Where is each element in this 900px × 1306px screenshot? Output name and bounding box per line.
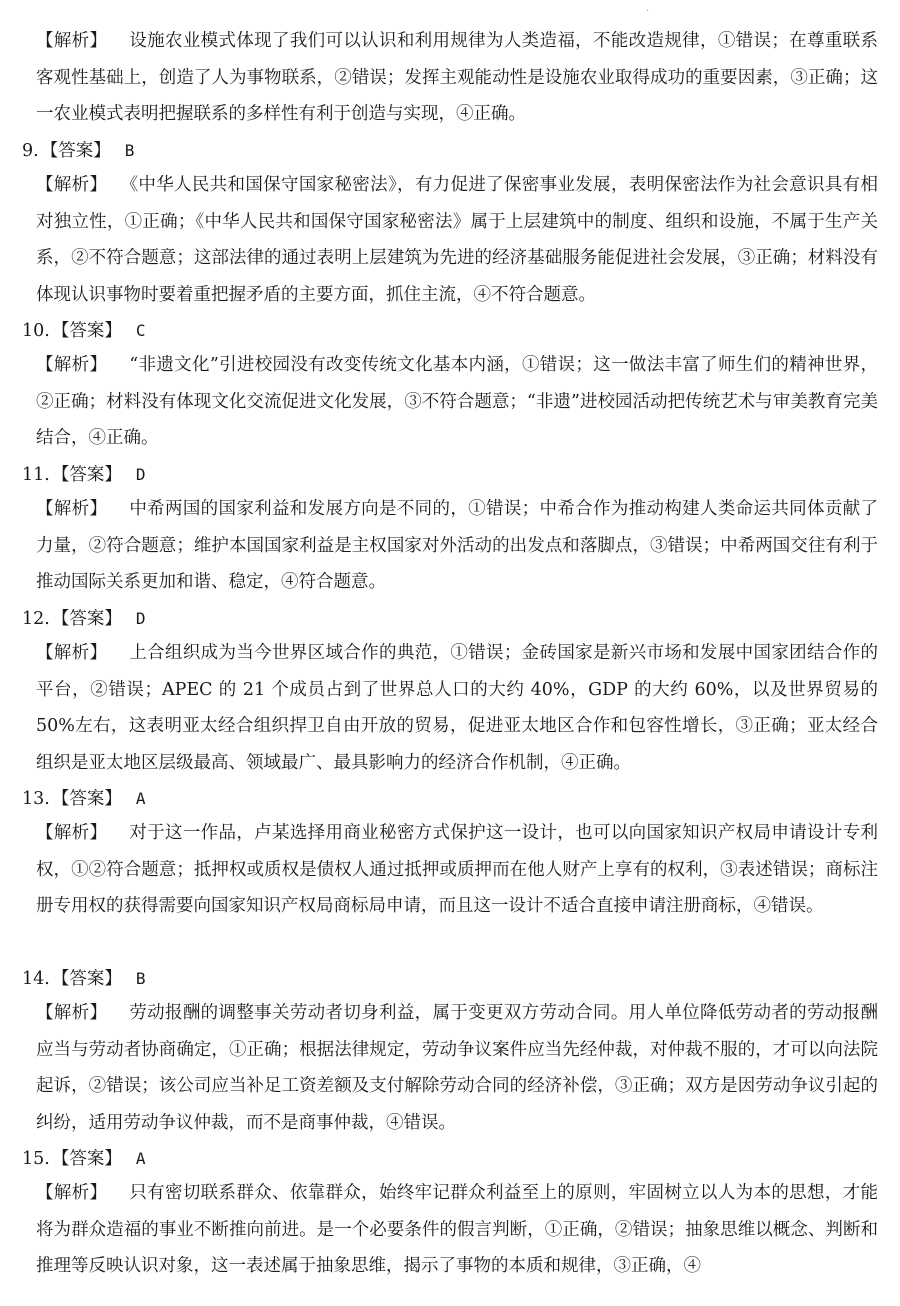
question-number: 15. xyxy=(22,1149,50,1169)
question-number: 11. xyxy=(22,465,50,485)
analysis-label: 【解析】 xyxy=(36,355,108,375)
analysis-label: 【解析】 xyxy=(36,1003,108,1023)
answer-choice: C xyxy=(135,321,146,340)
analysis-text: 设施农业模式体现了我们可以认识和利用规律为人类造福，不能改造规律，①错误；在尊重联系客观性基础上，创造了人为事物联系，②错误；发挥主观能动性是设施农业取得成功的重要因素，③正确；这一农业模式表明把握联系的多样性有利于创造与实现，④正确。 xyxy=(36,31,879,124)
analysis-text: “非遗文化”引进校园没有改变传统文化基本内涵，①错误；这一做法丰富了师生们的精神世界，②正确；材料没有体现文化交流促进文化发展，③不符合题意；“非遗”进校园活动把传统艺术与审美教育完美结合，④正确。 xyxy=(36,355,879,448)
analysis-label: 【解析】 xyxy=(36,823,108,843)
question-number: 13. xyxy=(22,789,50,809)
answer-line xyxy=(22,1144,145,1174)
answer-choice: A xyxy=(135,789,146,808)
answer-label: 【答案】 xyxy=(51,465,122,485)
analysis-label: 【解析】 xyxy=(36,1183,108,1203)
answer-label: 【答案】 xyxy=(51,789,122,809)
answer-line xyxy=(22,784,145,814)
answer-choice: B xyxy=(135,969,146,988)
analysis-label: 【解析】 xyxy=(36,499,108,519)
analysis-label: 【解析】 xyxy=(36,175,108,195)
analysis-text: 中希两国的国家利益和发展方向是不同的，①错误；中希合作为推动构建人类命运共同体贡献了力量，②符合题意；维护本国国家利益是主权国家对外活动的出发点和落脚点，③错误；中希两国交往有利于推动国际关系更加和谐、稳定，④符合题意。 xyxy=(36,499,879,592)
analysis-text: 上合组织成为当今世界区域合作的典范，①错误；金砖国家是新兴市场和发展中国家团结合作的平台，②错误；APEC 的 21 个成员占到了世界总人口的大约 40%，GDP 的大约 60%，以及世界贸易的 50%左右，这表明亚太经合组织捍卫自由开放的贸易，促进亚太地区合作和包容性增长，③正确；亚太经合组织是亚太地区层级最高、领域最广、最具影响力的经济合作机制，④正确。 xyxy=(36,643,879,773)
analysis-text: 只有密切联系群众、依靠群众，始终牢记群众利益至上的原则，牢固树立以人为本的思想，才能将为群众造福的事业不断推向前进。是一个必要条件的假言判断，①正确，②错误；抽象思维以概念、判断和推理等反映认识对象，这一表述属于抽象思维，揭示了事物的本质和规律，③正确，④ xyxy=(36,1183,879,1276)
analysis-label: 【解析】 xyxy=(36,31,108,51)
answer-choice: D xyxy=(135,609,146,628)
question-number: 9. xyxy=(22,141,39,161)
answer-label: 【答案】 xyxy=(51,969,122,989)
question-number: 14. xyxy=(22,969,50,989)
analysis-text: 《中华人民共和国保守国家秘密法》，有力促进了保密事业发展，表明保密法作为社会意识具有相对独立性，①正确；《中华人民共和国保守国家秘密法》属于上层建筑中的制度、组织和设施，不属于生产关系，②不符合题意；这部法律的通过表明上层建筑为先进的经济基础服务能促进社会发展，③正确；材料没有体现认识事物时要着重把握矛盾的主要方面，抓住主流，④不符合题意。 xyxy=(36,175,879,305)
answer-label: 【答案】 xyxy=(51,1149,122,1169)
analysis-paragraph xyxy=(36,815,878,925)
question-number: 10. xyxy=(22,321,50,341)
analysis-label: 【解析】 xyxy=(36,643,108,663)
analysis-paragraph xyxy=(36,1175,878,1285)
answer-choice: D xyxy=(135,465,146,484)
header-mark: · xyxy=(646,6,650,17)
answer-line xyxy=(22,604,145,634)
answer-line xyxy=(22,316,145,346)
answer-line xyxy=(22,136,134,166)
analysis-paragraph xyxy=(36,23,878,133)
answer-choice: A xyxy=(135,1149,146,1168)
analysis-text: 劳动报酬的调整事关劳动者切身利益，属于变更双方劳动合同。用人单位降低劳动者的劳动报酬应当与劳动者协商确定，①正确；根据法律规定，劳动争议案件应当先经仲裁，对仲裁不服的，才可以向法院起诉，②错误；该公司应当补足工资差额及支付解除劳动合同的经济补偿，③正确；双方是因劳动争议引起的纠纷，适用劳动争议仲裁，而不是商事仲裁，④错误。 xyxy=(36,1003,879,1133)
answer-line xyxy=(22,460,145,490)
answer-label: 【答案】 xyxy=(51,609,122,629)
answer-choice: B xyxy=(124,141,135,160)
analysis-paragraph xyxy=(36,167,878,313)
answer-label: 【答案】 xyxy=(51,321,122,341)
analysis-paragraph xyxy=(36,347,878,457)
analysis-paragraph xyxy=(36,491,878,601)
question-number: 12. xyxy=(22,609,50,629)
answer-label: 【答案】 xyxy=(40,141,111,161)
answer-line xyxy=(22,964,145,994)
analysis-text: 对于这一作品，卢某选择用商业秘密方式保护这一设计，也可以向国家知识产权局申请设计专利权，①②符合题意；抵押权或质权是债权人通过抵押或质押而在他人财产上享有的权利，③表述错误；商标注册专用权的获得需要向国家知识产权局商标局申请，而且这一设计不适合直接申请注册商标，④错误。 xyxy=(36,823,879,916)
analysis-paragraph xyxy=(36,635,878,781)
analysis-paragraph xyxy=(36,995,878,1141)
